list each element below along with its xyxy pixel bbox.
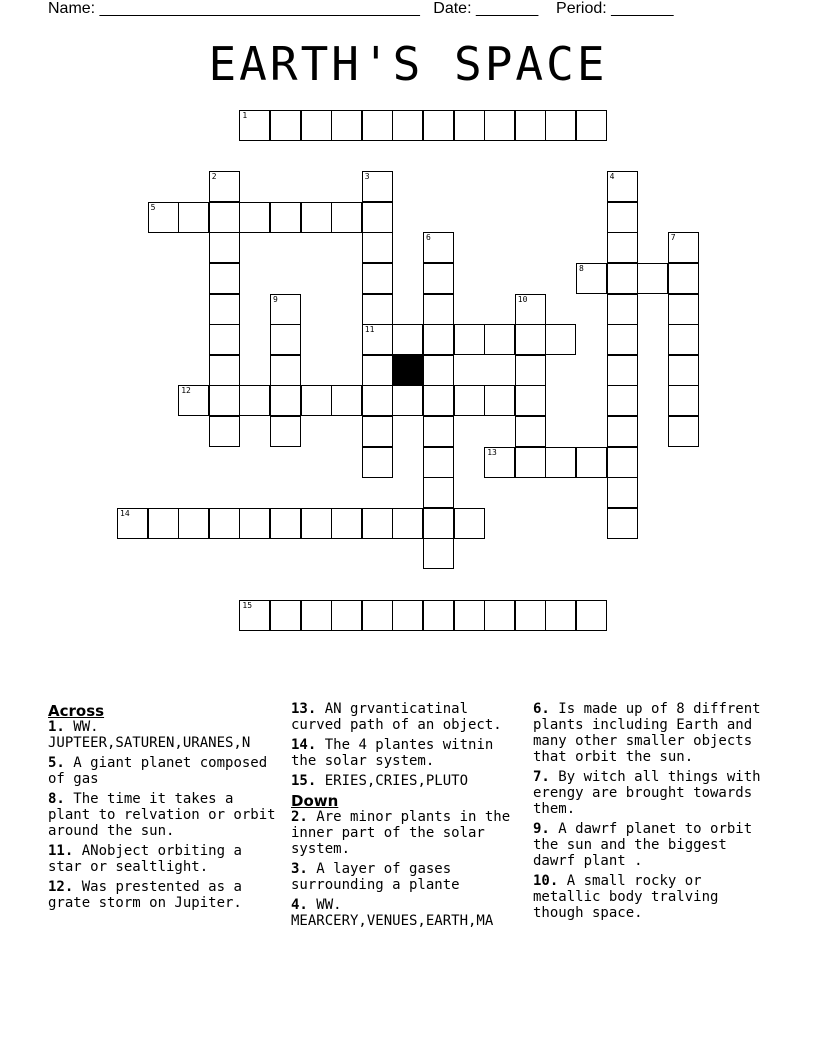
answer-cell[interactable] (484, 447, 515, 478)
answer-cell[interactable] (209, 385, 240, 416)
answer-cell[interactable] (270, 355, 301, 386)
answer-cell[interactable] (148, 508, 179, 539)
answer-cell[interactable] (545, 447, 576, 478)
answer-cell[interactable] (392, 324, 423, 355)
answer-cell[interactable] (270, 416, 301, 447)
clue-number: 3 (364, 172, 370, 182)
answer-cell[interactable] (178, 385, 209, 416)
answer-cell[interactable] (362, 447, 393, 478)
answer-cell[interactable] (209, 263, 240, 294)
answer-cell[interactable] (362, 202, 393, 233)
answer-cell[interactable] (576, 447, 607, 478)
answer-cell[interactable] (239, 385, 270, 416)
answer-cell[interactable] (423, 477, 454, 508)
name-field-label: Name: ____________________________________ (48, 0, 420, 17)
answer-cell[interactable] (668, 385, 699, 416)
answer-cell[interactable] (301, 110, 332, 141)
clue-column-2 (291, 701, 523, 933)
answer-cell[interactable] (301, 202, 332, 233)
answer-cell[interactable] (209, 171, 240, 202)
clue-down-4: 4. WW. MEARCERY,VENUES,EARTH,MA (291, 897, 494, 929)
answer-cell[interactable] (454, 385, 485, 416)
answer-cell[interactable] (209, 508, 240, 539)
clue-across-5: 5. A giant planet composed of gas (48, 755, 268, 787)
answer-cell[interactable] (331, 600, 362, 631)
answer-cell[interactable] (423, 538, 454, 569)
answer-cell[interactable] (331, 110, 362, 141)
answer-cell[interactable] (362, 171, 393, 202)
answer-cell[interactable] (301, 385, 332, 416)
answer-cell[interactable] (423, 232, 454, 263)
answer-cell[interactable] (423, 355, 454, 386)
answer-cell[interactable] (607, 171, 638, 202)
answer-cell[interactable] (362, 232, 393, 263)
answer-cell[interactable] (148, 202, 179, 233)
answer-cell[interactable] (515, 110, 546, 141)
answer-cell[interactable] (515, 355, 546, 386)
answer-cell[interactable] (362, 600, 393, 631)
answer-cell[interactable] (362, 355, 393, 386)
answer-cell[interactable] (484, 324, 515, 355)
answer-cell[interactable] (545, 324, 576, 355)
clue-number: 15 (242, 600, 253, 610)
clue-down-9: 9. A dawrf planet to orbit the sun and the biggest dawrf plant . (533, 821, 753, 869)
answer-cell[interactable] (239, 202, 270, 233)
clue-column-1 (48, 701, 280, 915)
answer-cell[interactable] (668, 263, 699, 294)
answer-cell[interactable] (515, 385, 546, 416)
clue-across-11: 11. ANobject orbiting a star or sealtlight. (48, 843, 242, 875)
clue-across-15: 15. ERIES,CRIES,PLUTO (291, 773, 469, 789)
answer-cell[interactable] (423, 508, 454, 539)
answer-cell[interactable] (607, 202, 638, 233)
answer-cell[interactable] (209, 324, 240, 355)
answer-cell[interactable] (362, 324, 393, 355)
answer-cell[interactable] (270, 385, 301, 416)
answer-cell[interactable] (392, 110, 423, 141)
answer-cell[interactable] (607, 385, 638, 416)
answer-cell[interactable] (668, 324, 699, 355)
answer-cell[interactable] (484, 110, 515, 141)
answer-cell[interactable] (607, 508, 638, 539)
answer-cell[interactable] (607, 477, 638, 508)
answer-cell[interactable] (270, 508, 301, 539)
answer-cell[interactable] (423, 294, 454, 325)
answer-cell[interactable] (270, 202, 301, 233)
clue-across-12: 12. Was prestented as a grate storm on Jupiter. (48, 879, 242, 911)
answer-cell[interactable] (178, 508, 209, 539)
clue-down-3: 3. A layer of gases surrounding a plante (291, 861, 460, 893)
answer-cell[interactable] (515, 416, 546, 447)
clue-number: 12 (181, 386, 191, 396)
answer-cell[interactable] (515, 294, 546, 325)
answer-cell[interactable] (239, 508, 270, 539)
answer-cell[interactable] (423, 447, 454, 478)
answer-cell[interactable] (209, 202, 240, 233)
answer-cell[interactable] (331, 385, 362, 416)
clue-across-1: 1. WW. JUPTEER,SATUREN,URANES,N (48, 719, 251, 751)
clue-number: 2 (211, 172, 217, 182)
clue-number: 10 (517, 294, 528, 304)
answer-cell[interactable] (668, 355, 699, 386)
answer-cell[interactable] (515, 447, 546, 478)
answer-cell[interactable] (270, 600, 301, 631)
answer-cell[interactable] (607, 416, 638, 447)
clue-column-3 (533, 701, 765, 925)
answer-cell[interactable] (239, 600, 270, 631)
answer-cell[interactable] (362, 385, 393, 416)
answer-cell[interactable] (668, 294, 699, 325)
clue-number: 1 (242, 111, 248, 120)
answer-cell[interactable] (423, 110, 454, 141)
answer-cell[interactable] (484, 385, 515, 416)
answer-cell[interactable] (392, 600, 423, 631)
answer-cell[interactable] (270, 294, 301, 325)
clue-across-13: 13. AN grvanticatinal curved path of an object. (291, 701, 502, 733)
clue-number: 9 (273, 294, 278, 304)
answer-cell[interactable] (545, 110, 576, 141)
answer-cell[interactable] (515, 324, 546, 355)
answer-cell[interactable] (270, 110, 301, 141)
answer-cell[interactable] (209, 416, 240, 447)
answer-cell[interactable] (607, 294, 638, 325)
answer-cell[interactable] (270, 324, 301, 355)
answer-cell[interactable] (117, 508, 148, 539)
clue-down-7: 7. By witch all things with erengy are brought towards them. (533, 769, 761, 817)
answer-cell[interactable] (301, 508, 332, 539)
clue-down-2: 2. Are minor plants in the inner part of the solar system. (291, 809, 511, 857)
answer-cell[interactable] (607, 263, 638, 294)
answer-cell[interactable] (637, 263, 668, 294)
answer-cell[interactable] (423, 600, 454, 631)
black-square (392, 355, 423, 386)
answer-cell[interactable] (423, 324, 454, 355)
answer-cell[interactable] (607, 324, 638, 355)
clue-number: 8 (579, 264, 584, 273)
answer-cell[interactable] (545, 600, 576, 631)
answer-cell[interactable] (209, 232, 240, 263)
answer-cell[interactable] (301, 600, 332, 631)
answer-cell[interactable] (454, 110, 485, 141)
answer-cell[interactable] (515, 600, 546, 631)
answer-cell[interactable] (454, 324, 485, 355)
answer-cell[interactable] (576, 600, 607, 631)
answer-cell[interactable] (392, 508, 423, 539)
date-field-label: Date: _______ (433, 0, 539, 17)
answer-cell[interactable] (209, 294, 240, 325)
down-heading: Down (291, 792, 339, 810)
answer-cell[interactable] (576, 110, 607, 141)
clue-number: 5 (150, 202, 156, 212)
clue-down-6: 6. Is made up of 8 diffrent plants including Earth and many other smaller objects that orbit the sun. (533, 701, 761, 765)
answer-cell[interactable] (484, 600, 515, 631)
answer-cell[interactable] (178, 202, 209, 233)
answer-cell[interactable] (576, 263, 607, 294)
answer-cell[interactable] (362, 416, 393, 447)
answer-cell[interactable] (607, 232, 638, 263)
period-field-label: Period: _______ (556, 0, 674, 17)
answer-cell[interactable] (454, 600, 485, 631)
answer-cell[interactable] (423, 416, 454, 447)
clue-down-10: 10. A small rocky or metallic body tralving though space. (533, 873, 719, 921)
across-heading: Across (48, 702, 105, 720)
clue-number: 13 (487, 447, 497, 457)
clue-across-8: 8. The time it takes a plant to relvation or orbit around the sun. (48, 791, 276, 839)
answer-cell[interactable] (668, 232, 699, 263)
answer-cell[interactable] (423, 385, 454, 416)
answer-cell[interactable] (239, 110, 270, 141)
answer-cell[interactable] (392, 385, 423, 416)
clue-number: 7 (670, 233, 676, 243)
clue-number: 6 (426, 233, 431, 243)
puzzle-title: EARTH'S SPACE (208, 37, 608, 91)
answer-cell[interactable] (362, 294, 393, 325)
answer-cell[interactable] (331, 508, 362, 539)
answer-cell[interactable] (454, 508, 485, 539)
answer-cell[interactable] (607, 355, 638, 386)
answer-cell[interactable] (668, 416, 699, 447)
clue-across-14: 14. The 4 plantes witnin the solar system. (291, 737, 494, 769)
clue-number: 11 (364, 325, 375, 335)
answer-cell[interactable] (362, 110, 393, 141)
answer-cell[interactable] (362, 508, 393, 539)
answer-cell[interactable] (423, 263, 454, 294)
answer-cell[interactable] (607, 447, 638, 478)
answer-cell[interactable] (362, 263, 393, 294)
clue-number: 14 (120, 508, 130, 518)
clue-number: 4 (609, 172, 615, 182)
answer-cell[interactable] (331, 202, 362, 233)
answer-cell[interactable] (209, 355, 240, 386)
